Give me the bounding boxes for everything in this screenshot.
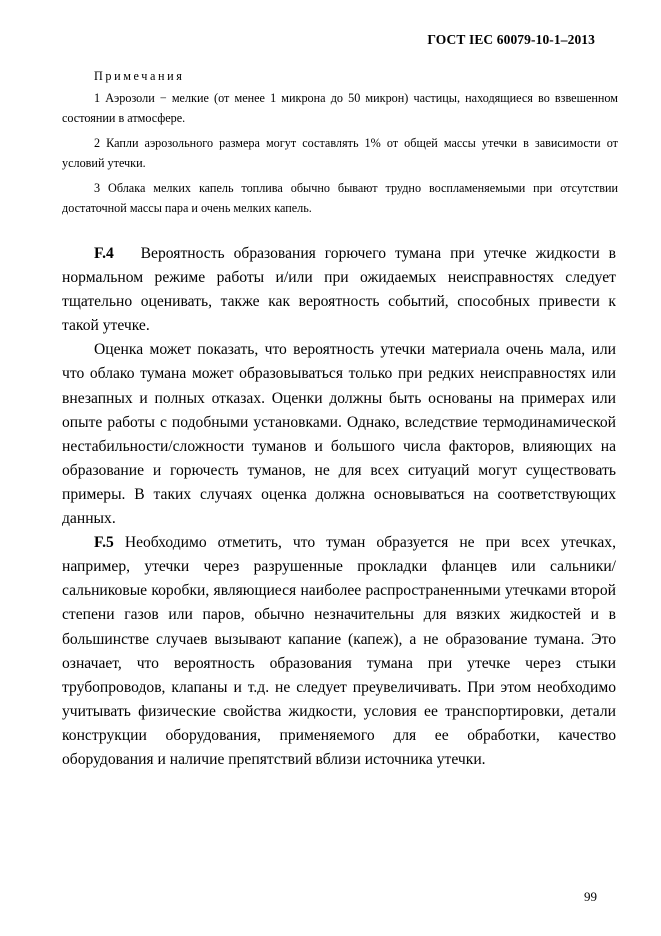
document-header: ГОСТ IEC 60079-10-1–2013 [427, 32, 595, 47]
page-number: 99 [584, 889, 597, 904]
note-2: 2 Капли аэрозольного размера могут составлять 1% от общей массы утечки в зависимости от условий утечки. [62, 136, 618, 170]
paragraph-assessment: Оценка может показать, что вероятность утечки материала очень мала, или что облако тумана может образовываться только при редких неисправностях или внезапных и полных отказах. Оценки должны быть основаны на примерах или опыте работы с подобными установками. Однако, вследствие термодинамической нестабильности/сложности туманов и большого числа факторов, влияющих на образование и горючесть туманов, не для всех ситуаций могут существовать примеры. В таких случаях оценка должна основываться на соответствующих данных. [62, 341, 616, 528]
section-number-f4: F.4 [94, 245, 114, 262]
note-1: 1 Аэрозоли − мелкие (от менее 1 микрона до 50 микрон) частицы, находящиеся во взвешенном состоянии в атмосфере. [62, 91, 618, 125]
paragraph-f4 [62, 242, 616, 338]
section-number-f5: F.5 [94, 534, 114, 552]
notes-section [62, 66, 618, 223]
paragraph-f5 [62, 531, 616, 772]
main-text [62, 242, 616, 772]
paragraph-f5-text: Необходимо отметить, что туман образуется не при всех утечках, например, утечки через разрушенные прокладки фланцев или сальники/сальниковые коробки, являющиеся наиболее распространенными утечками второй степени газов или паров, обычно незначительны для вязких жидкостей и в большинстве случаев вызывают капание (капеж), а не образование тумана. Это означает, что вероятность образования тумана при утечке через стыки трубопроводов, клапаны и т.д. не следует преувеличивать. При этом необходимо учитывать физические свойства жидкости, условия ее транспортировки, детали конструкции оборудования, применяемого для ее обработки, качество оборудования и наличие препятствий вблизи источника утечки. [62, 534, 616, 768]
notes-heading: Примечания [94, 69, 185, 83]
paragraph-f4-text: Вероятность образования горючего тумана при утечке жидкости в нормальном режиме работы и/или при ожидаемых неисправностях следует тщательно оценивать, также как вероятность событий, способных привести к такой утечке. [62, 245, 616, 335]
note-3: 3 Облака мелких капель топлива обычно бывают трудно воспламеняемыми при отсутствии достаточной массы пара и очень мелких капель. [62, 181, 618, 215]
